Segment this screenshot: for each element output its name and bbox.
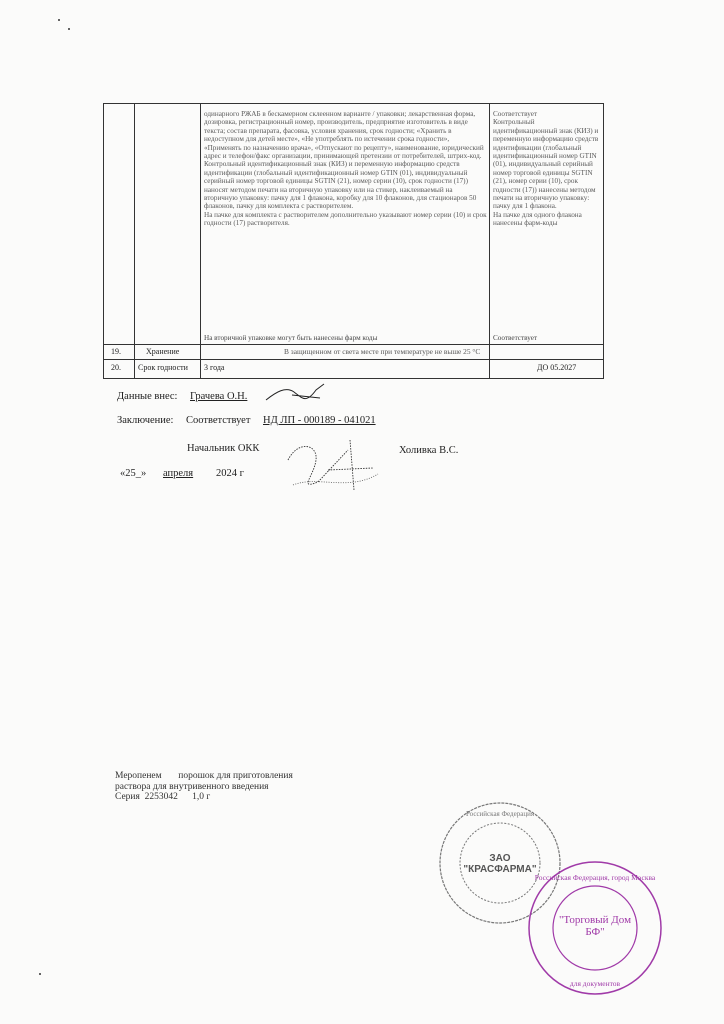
date-day: «25_» [120,468,147,479]
data-entered-name: Грачева О.Н. [190,391,248,402]
svg-text:для документов: для документов [569,979,621,988]
row-number: 20. [111,363,121,372]
svg-text:Российская Федерация: Российская Федерация [465,810,535,818]
data-entered-signature [262,380,342,410]
row-spec: В защищенном от света месте при температуре не выше 25 °С [284,347,481,356]
chief-title: Начальник ОКК [187,443,260,454]
specification-table [103,103,604,379]
company-stamp-right [525,858,665,998]
svg-text:Российская Федерация, город Мо: Российская Федерация, город Москва [534,873,656,882]
labeling-last-line: На вторичной упаковке могут быть нанесены фарм коды [204,334,378,342]
table-col-divider [489,104,490,378]
company-stamp-right-text: "Торговый Дом БФ" [558,914,632,938]
row-name: Срок годности [138,363,188,372]
chief-name: Холивка В.С. [399,445,459,456]
row-number: 19. [111,347,121,356]
conclusion-label: Заключение: [117,415,174,426]
labeling-description-cell: одинарного РЖАБ в бескамерном склеенном варианте / упаковки; лекарственная форма, дозировка, регистрационный номер, производитель, предприятие изготовитель в виде текста; состав препарата, фасовка, условия хранения, срок годности; «Хранить в недоступном для детей месте», «Не употреблять по истечении срока годности», «Применять по назначению врача», «Отпускают по рецепту», наименование, юридический адрес и телефон/факс организации, принимающей претензии от потребителей, штрих-код. Контрольный идентификационный знак (КИЗ) и переменную информацию средств идентификации (глобальный идентификационный номер GTIN (01), индивидуальный серийный номер торговой единицы SGTIN (21), номер серии (10), срок годности (17)) наносят методом печати на вторичную упаковку или на стикер, наклеиваемый на вторичную упаковку: пачку для 1 флакона, коробку для 10 флаконов, для стационаров 50 флаконов, пачку для комплекта с растворителем. На пачке для комплекта с растворителем дополнительно указывают номер серии (10) и срок годности (17) растворителя. [204,110,487,228]
date-month: апреля [163,468,194,479]
product-note: Меропенем порошок для приготовления раствора для внутривенного введения Серия 2253042 1,0 г [115,771,293,802]
conclusion-value: Соответствует [186,415,251,426]
scan-dot [68,28,70,30]
row-spec: 3 года [204,363,225,372]
row-result: ДО 05.2027 [537,363,577,372]
date-year: 2024 г [216,468,244,479]
table-col-divider [134,104,135,378]
table-row-divider [104,344,603,345]
table-row-divider [104,359,603,360]
scan-dot [39,973,41,975]
row-name: Хранение [146,347,180,356]
conclusion-document: НД ЛП - 000189 - 041021 [263,415,376,426]
table-col-divider [200,104,201,378]
labeling-result-last: Соответствует [493,334,538,342]
company-stamp-left-text: ЗАО "КРАСФАРМА" [463,853,537,875]
labeling-result-cell: Соответствует Контрольный идентификационный знак (КИЗ) и переменную информацию средств идентификации (глобальный идентификационный номер GTIN (01), индивидуальный серийный номер торговой единицы SGTIN (21), номер серии (10), срок годности (17)) нанесены методом печати на вторичную упаковку: пачку для 1 флакона. На пачке для одного флакона нанесены фарм-коды [493,110,599,228]
chief-signature [278,430,398,500]
data-entered-label: Данные внес: [117,391,178,402]
scan-dot [58,19,60,21]
